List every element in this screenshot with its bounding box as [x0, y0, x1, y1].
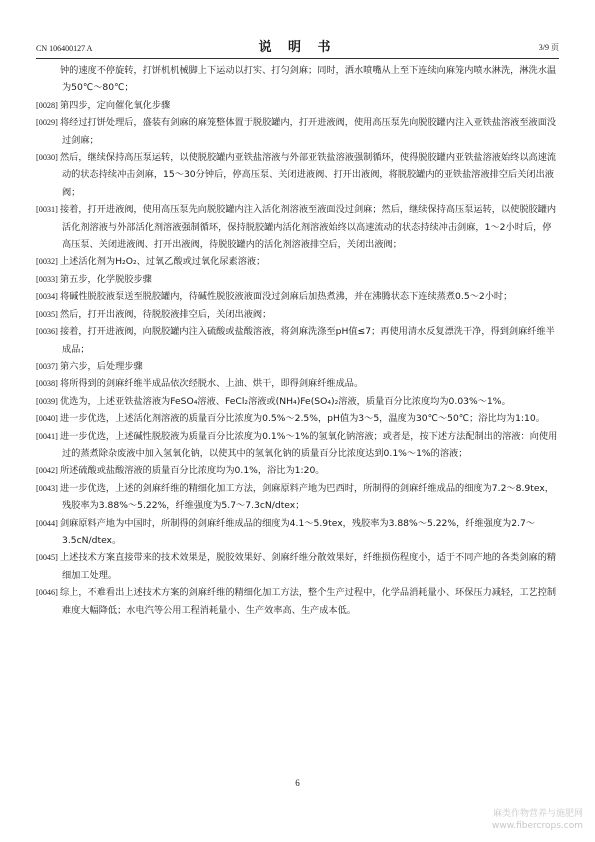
- watermark-title: 麻类作物营养与施肥网: [492, 809, 583, 819]
- paragraph-text: 优选为，上述亚铁盐溶液为FeSO₄溶液、FeCl₂溶液或(NH₄)Fe(SO₄)₂溶液，质量百分比浓度均为0.03%～1%。: [60, 395, 511, 407]
- paragraph: [36, 393, 559, 410]
- paragraph-text: 进一步优选，上述的剑麻纤维的精细化加工方法，剑麻原料产地为巴西时，所制得的剑麻纤维成品的细度为7.2～8.9tex，残胶率为3.88%～5.22%，纤维强度为5.7～7.3cN/dtex；: [60, 482, 554, 512]
- paragraph: [36, 549, 559, 584]
- paragraph-text: 进一步优选，上述活化剂溶液的质量百分比浓度为0.5%～2.5%，pH值为3～5，温度为30℃～50℃；浴比均为1:10。: [60, 413, 545, 425]
- paragraph-text: 第四步，定向催化氧化步骤: [60, 99, 171, 111]
- paragraph-text: 所述硫酸或盐酸溶液的质量百分比浓度均为0.1%，浴比为1:20。: [60, 465, 325, 477]
- paragraph-text: 综上，不难看出上述技术方案的剑麻纤维的精细化加工方法，整个生产过程中，化学品消耗量小、环保压力减轻，工艺控制难度大幅降低；水电汽等公用工程消耗量小、生产效率高、生产成本低。: [60, 587, 557, 616]
- paragraph: [62, 62, 559, 97]
- paragraph-text: 将碱性脱胶液泵送至脱胶罐内，待碱性脱胶液液面没过剑麻后加热煮沸，并在沸腾状态下连续蒸煮0.5～2小时；: [60, 291, 513, 303]
- watermark: [492, 808, 583, 832]
- page-counter: 3/9 页: [538, 43, 559, 52]
- paragraph-number: [0035]: [36, 309, 58, 319]
- paragraph-text: 上述活化剂为H₂O₂、过氧乙酸或过氧化尿素溶液；: [60, 256, 266, 268]
- paragraph: [36, 358, 559, 375]
- paragraph-number: [0040]: [36, 414, 58, 424]
- paragraph-text: 将经过打饼处理后，盛装有剑麻的麻笼整体置于脱胶罐内，打开进液阀，使用高压泵先向脱胶罐内注入亚铁盐溶液至液面没过剑麻；: [60, 117, 557, 146]
- paragraph: [36, 253, 559, 270]
- paragraph: [36, 462, 559, 479]
- paragraph-text: 接着，打开进液阀，向脱胶罐内注入硫酸或盐酸溶液，将剑麻洗涤至pH值≤7；再使用清水反复漂洗干净，得到剑麻纤维半成品；: [60, 326, 555, 355]
- paragraph-number: [0039]: [36, 396, 58, 406]
- paragraph: [36, 323, 559, 358]
- page-header: [36, 36, 559, 56]
- paragraph-number: [0045]: [36, 553, 58, 563]
- paragraph-number: [0030]: [36, 153, 58, 163]
- paragraph: [36, 428, 559, 463]
- paragraph-text: 钟的速度不停旋转，打饼机机械脚上下运动以打实、打匀剑麻；同时，洒水喷嘴从上至下连续向麻笼内喷水淋洗，淋洗水温为50℃～80℃；: [60, 65, 557, 94]
- doc-number: CN 106400127 A: [36, 44, 93, 53]
- paragraph-number: [0032]: [36, 257, 58, 267]
- paragraph: [36, 271, 559, 288]
- paragraph-text: 上述技术方案直接带来的技术效果是，脱胶效果好、剑麻纤维分散效果好，纤维损伤程度小，适于不同产地的各类剑麻的精细加工处理。: [60, 552, 557, 581]
- paragraph-number: [0028]: [36, 100, 58, 110]
- paragraph-number: [0042]: [36, 466, 58, 476]
- paragraph-number: [0036]: [36, 327, 58, 337]
- paragraph-number: [0038]: [36, 379, 58, 389]
- document-body: [36, 62, 559, 619]
- paragraph: [36, 480, 559, 515]
- paragraph-text: 接着，打开进液阀，使用高压泵先向脱胶罐内注入活化剂溶液至液面没过剑麻；然后，继续保持高压泵运转，以使脱胶罐内活化剂溶液与外部活化剂溶液强制循环，保持脱胶罐内活化剂溶液始终以高速流动的状态持续冲击剑麻，1～2小时后，停高压泵、关闭进液阀、打开出液阀，待脱胶罐内的活化剂溶液排空后，关闭出液阀；: [60, 204, 557, 251]
- header-rule: [36, 58, 559, 59]
- paragraph-text: 第六步，后处理步骤: [60, 360, 143, 372]
- paragraph-number: [0037]: [36, 361, 58, 371]
- watermark-url: www.fibercrops.com: [492, 821, 583, 831]
- paragraph-text: 剑麻原料产地为中国时，所制得的剑麻纤维成品的细度为4.1～5.9tex，残胶率为3.88%～5.22%，纤维强度为2.7～3.5cN/dtex。: [60, 517, 536, 546]
- paragraph: [36, 149, 559, 201]
- paragraph: [36, 306, 559, 323]
- paragraph-text: 然后，打开出液阀，待脱胶液排空后，关闭出液阀；: [60, 308, 272, 320]
- paragraph: [36, 97, 559, 114]
- page-title: 说 明 书: [258, 40, 337, 55]
- paragraph-number: [0033]: [36, 274, 58, 284]
- paragraph: [36, 375, 559, 392]
- paragraph: [36, 114, 559, 149]
- paragraph-number: [0029]: [36, 118, 58, 128]
- paragraph-number: [0034]: [36, 292, 58, 302]
- paragraph-number: [0043]: [36, 483, 58, 493]
- paragraph: [36, 288, 559, 305]
- paragraph-text: 第五步，化学脱胶步骤: [60, 273, 152, 285]
- paragraph-number: [0031]: [36, 205, 58, 215]
- paragraph-text: 将所得到的剑麻纤维半成品依次经脱水、上油、烘干，即得剑麻纤维成品。: [60, 378, 364, 390]
- page-number: 6: [295, 778, 300, 788]
- paragraph-text: 然后，继续保持高压泵运转，以使脱胶罐内亚铁盐溶液与外部亚铁盐溶液强制循环，使得脱胶罐内亚铁盐溶液始终以高速流动的状态持续冲击剑麻，15～30分钟后，停高压泵、关闭进液阀、打开出液阀，将脱胶罐内的亚铁盐溶液排空后关闭出液阀；: [60, 152, 557, 198]
- paragraph: [36, 410, 559, 427]
- paragraph-number: [0041]: [36, 431, 58, 441]
- paragraph: [36, 201, 559, 253]
- paragraph: [36, 584, 559, 619]
- paragraph: [36, 515, 559, 550]
- paragraph-number: [0046]: [36, 588, 58, 598]
- paragraph-number: [0044]: [36, 518, 58, 528]
- paragraph-text: 进一步优选，上述碱性脱胶液为质量百分比浓度为0.1%～1%的氢氧化钠溶液；或者是，按下述方法配制出的溶液：向使用过的蒸煮除杂废液中加入氢氧化钠，以使其中的氢氧化钠的质量百分比浓度达到0.1%～1%的溶液；: [60, 430, 558, 459]
